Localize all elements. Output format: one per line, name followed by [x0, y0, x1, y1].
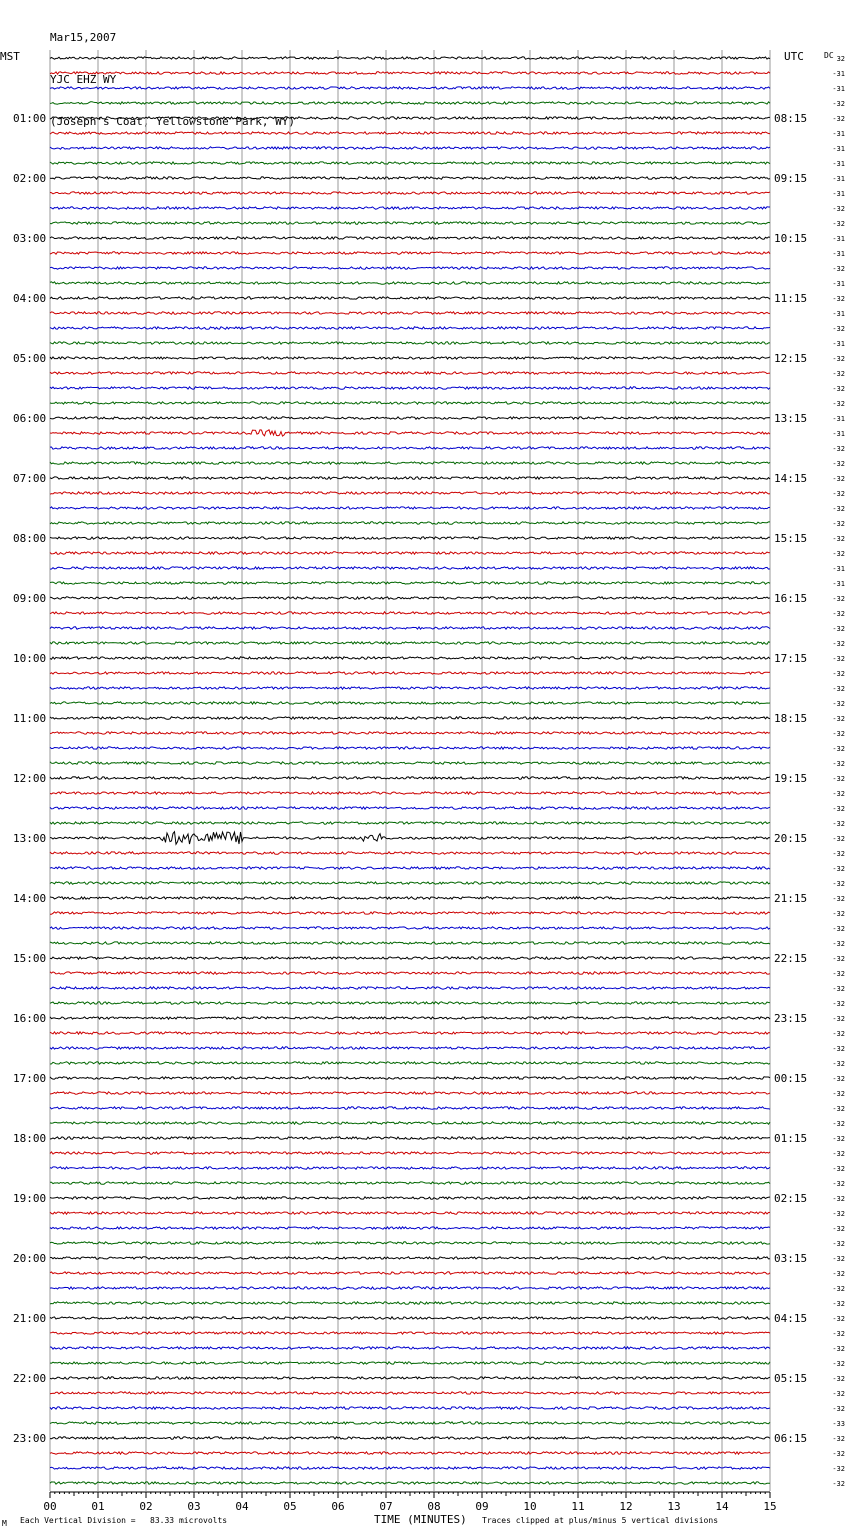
trace-line	[50, 162, 770, 164]
dc-offset-label: -32	[832, 850, 845, 858]
trace-line	[50, 1437, 770, 1439]
dc-offset-label: -32	[832, 1465, 845, 1473]
dc-offset-label: -32	[832, 1120, 845, 1128]
dc-offset-label: -32	[832, 1135, 845, 1143]
mst-hour-label: 15:00	[13, 952, 47, 965]
dc-offset-label: -32	[832, 835, 845, 843]
trace-line	[50, 897, 770, 899]
dc-offset-label: -32	[832, 265, 845, 273]
trace-line	[50, 777, 770, 779]
dc-offset-label: -32	[832, 1300, 845, 1308]
trace-line	[50, 357, 770, 359]
dc-offset-label: -32	[832, 490, 845, 498]
dc-offset-label: -32	[832, 730, 845, 738]
dc-offset-label: -31	[832, 175, 845, 183]
trace-line	[50, 747, 770, 749]
trace-line	[50, 927, 770, 929]
utc-hour-label: 15:15	[774, 532, 808, 545]
dc-offset-label: -32	[832, 670, 845, 678]
trace-line	[50, 327, 770, 329]
header-station: YJC EHZ WY	[50, 73, 117, 86]
utc-hour-label: 09:15	[774, 172, 808, 185]
utc-hour-label: 18:15	[774, 712, 808, 725]
utc-hour-label: 19:15	[774, 772, 808, 785]
trace-line	[50, 492, 770, 494]
dc-offset-label: -32	[832, 460, 845, 468]
dc-offset-label: -32	[832, 100, 845, 108]
mst-hour-label: 09:00	[13, 592, 47, 605]
dc-offset-label: -32	[832, 1000, 845, 1008]
header-date: Mar15,2007	[50, 31, 117, 44]
trace-line	[50, 807, 770, 809]
trace-line	[50, 1077, 770, 1079]
trace-line	[50, 1347, 770, 1349]
dc-offset-label: -32	[832, 940, 845, 948]
trace-line	[50, 822, 770, 824]
trace-line	[50, 237, 770, 239]
trace-line	[50, 177, 770, 179]
x-tick-label: 08	[427, 1500, 441, 1513]
dc-offset-label: -32	[832, 1360, 845, 1368]
dc-offset-label: -31	[832, 130, 845, 138]
mst-hour-label: 02:00	[13, 172, 47, 185]
dc-offset-label: -32	[832, 790, 845, 798]
trace-line	[50, 702, 770, 704]
footer-clip-note: Traces clipped at plus/minus 5 vertical divisions	[482, 1516, 719, 1525]
dc-offset-label: -32	[832, 685, 845, 693]
dc-offset-label: -31	[832, 580, 845, 588]
mst-hour-label: 10:00	[13, 652, 47, 665]
dc-offset-label: -32	[832, 1405, 845, 1413]
trace-line	[50, 1392, 770, 1394]
mst-hour-label: 01:00	[13, 112, 47, 125]
trace-line	[50, 462, 770, 464]
trace-line	[50, 972, 770, 974]
trace-line	[50, 832, 770, 845]
trace-line	[50, 87, 770, 89]
right-timezone-label: UTC	[784, 50, 804, 63]
dc-offset-label: -32	[832, 1375, 845, 1383]
utc-hour-label: 12:15	[774, 352, 808, 365]
x-tick-label: 09	[475, 1500, 489, 1513]
trace-line	[50, 102, 770, 104]
trace-line	[50, 627, 770, 629]
dc-offset-label: -31	[832, 430, 845, 438]
dc-offset-label: -32	[832, 865, 845, 873]
trace-line	[50, 597, 770, 599]
dc-offset-label: -32	[832, 1105, 845, 1113]
dc-offset-label: -31	[832, 235, 845, 243]
dc-offset-label: -32	[832, 760, 845, 768]
trace-line	[50, 372, 770, 374]
dc-offset-label: -32	[832, 625, 845, 633]
trace-line	[50, 312, 770, 314]
trace-line	[50, 882, 770, 884]
dc-offset-label: -32	[832, 1015, 845, 1023]
x-tick-label: 15	[763, 1500, 777, 1513]
utc-hour-label: 23:15	[774, 1012, 808, 1025]
mst-hour-label: 07:00	[13, 472, 47, 485]
trace-group	[50, 57, 770, 1484]
trace-line	[50, 1317, 770, 1319]
mst-hour-label: 11:00	[13, 712, 47, 725]
trace-line	[50, 57, 770, 59]
utc-hour-label: 14:15	[774, 472, 808, 485]
dc-offset-label: -32	[832, 445, 845, 453]
mst-hour-label: 06:00	[13, 412, 47, 425]
trace-line	[50, 1017, 770, 1019]
trace-line	[50, 612, 770, 614]
trace-line	[50, 282, 770, 284]
dc-offset-label: -32	[832, 385, 845, 393]
utc-hour-label: 10:15	[774, 232, 808, 245]
trace-line	[50, 537, 770, 539]
x-tick-label: 11	[571, 1500, 585, 1513]
dc-offset-label: -32	[832, 505, 845, 513]
trace-line	[50, 1332, 770, 1334]
dc-offset-label: -32	[832, 205, 845, 213]
dc-offset-label: -31	[832, 415, 845, 423]
trace-line	[50, 1002, 770, 1004]
utc-hour-label: 02:15	[774, 1192, 808, 1205]
utc-hour-label: 00:15	[774, 1072, 808, 1085]
trace-line	[50, 267, 770, 269]
trace-line	[50, 387, 770, 389]
trace-line	[50, 132, 770, 134]
trace-line	[50, 147, 770, 149]
dc-offset-label: -32	[832, 1435, 845, 1443]
trace-line	[50, 1152, 770, 1154]
dc-offset-label: -32	[832, 805, 845, 813]
utc-hour-label: 11:15	[774, 292, 808, 305]
dc-offset-label: -32	[832, 880, 845, 888]
mst-hour-label: 20:00	[13, 1252, 47, 1265]
dc-offset-label: -32	[832, 925, 845, 933]
trace-line	[50, 792, 770, 794]
x-tick-label: 13	[667, 1500, 681, 1513]
trace-line	[50, 1062, 770, 1064]
x-tick-label: 00	[43, 1500, 57, 1513]
trace-line	[50, 717, 770, 719]
trace-line	[50, 477, 770, 479]
trace-line	[50, 1182, 770, 1184]
dc-offset-label: -32	[832, 1180, 845, 1188]
dc-offset-label: -32	[832, 1195, 845, 1203]
trace-line	[50, 1422, 770, 1424]
mst-hour-label: 03:00	[13, 232, 47, 245]
dc-offset-label: -31	[832, 250, 845, 258]
trace-line	[50, 762, 770, 764]
trace-line	[50, 430, 770, 436]
trace-line	[50, 1407, 770, 1409]
dc-offset-label: -32	[832, 985, 845, 993]
x-tick-label: 14	[715, 1500, 729, 1513]
trace-line	[50, 732, 770, 734]
mst-hour-label: 19:00	[13, 1192, 47, 1205]
dc-offset-label: -32	[832, 955, 845, 963]
mst-hour-label: 23:00	[13, 1432, 47, 1445]
utc-hour-label: 17:15	[774, 652, 808, 665]
trace-line	[50, 447, 770, 449]
mst-hour-label: 08:00	[13, 532, 47, 545]
trace-line	[50, 417, 770, 419]
dc-offset-label: -31	[832, 280, 845, 288]
mst-hour-label: 13:00	[13, 832, 47, 845]
trace-line	[50, 1092, 770, 1094]
dc-offset-label: -32	[832, 1255, 845, 1263]
dc-offset-label: -32	[832, 700, 845, 708]
trace-line	[50, 1197, 770, 1199]
trace-line	[50, 567, 770, 569]
trace-line	[50, 867, 770, 869]
trace-line	[50, 1482, 770, 1484]
dc-offset-label: -31	[832, 190, 845, 198]
trace-line	[50, 987, 770, 989]
trace-line	[50, 1032, 770, 1034]
x-tick-label: 10	[523, 1500, 537, 1513]
trace-line	[50, 117, 770, 119]
trace-line	[50, 552, 770, 554]
dc-offset-label: -32	[832, 1210, 845, 1218]
dc-offset-label: -32	[832, 400, 845, 408]
dc-offset-label: -33	[832, 1420, 845, 1428]
trace-line	[50, 1122, 770, 1124]
trace-line	[50, 852, 770, 854]
trace-line	[50, 957, 770, 959]
dc-offset-label: -32	[832, 910, 845, 918]
dc-offset-label: -32	[832, 1060, 845, 1068]
trace-line	[50, 1452, 770, 1454]
dc-offset-label: -32	[832, 1030, 845, 1038]
trace-line	[50, 1272, 770, 1274]
left-timezone-label: MST	[0, 50, 20, 63]
utc-hour-label: 22:15	[774, 952, 808, 965]
dc-offset-label: -32	[832, 1225, 845, 1233]
x-tick-label: 04	[235, 1500, 249, 1513]
utc-hour-label: 13:15	[774, 412, 808, 425]
trace-line	[50, 1257, 770, 1259]
dc-offset-label: -32	[832, 1480, 845, 1488]
dc-header-label: DC	[824, 51, 834, 60]
dc-offset-label: -32	[832, 1390, 845, 1398]
utc-hour-label: 01:15	[774, 1132, 808, 1145]
dc-offset-label: -32	[832, 295, 845, 303]
x-tick-label: 02	[139, 1500, 153, 1513]
dc-offset-label: -32	[832, 475, 845, 483]
dc-offset-label: -32	[832, 1090, 845, 1098]
trace-line	[50, 207, 770, 209]
dc-offset-label: -32	[832, 550, 845, 558]
header-location: (Joseph's Coat, Yellowstone Park, WY)	[50, 115, 296, 128]
trace-line	[50, 402, 770, 404]
trace-line	[50, 1107, 770, 1109]
trace-line	[50, 1467, 770, 1469]
trace-line	[50, 1227, 770, 1229]
mst-hour-label: 21:00	[13, 1312, 47, 1325]
mst-hour-label: 14:00	[13, 892, 47, 905]
dc-offset-label: -32	[832, 820, 845, 828]
utc-hour-label: 05:15	[774, 1372, 808, 1385]
dc-offset-label: -32	[832, 610, 845, 618]
dc-offset-label: -31	[832, 340, 845, 348]
trace-line	[50, 642, 770, 644]
dc-offset-labels	[832, 55, 845, 1488]
dc-offset-label: -32	[832, 115, 845, 123]
dc-offset-label: -32	[832, 1450, 845, 1458]
dc-offset-label: 32	[836, 55, 845, 63]
dc-offset-label: -32	[832, 325, 845, 333]
utc-hour-label: 21:15	[774, 892, 808, 905]
mst-hour-label: 04:00	[13, 292, 47, 305]
dc-offset-label: -32	[832, 595, 845, 603]
x-tick-label: 12	[619, 1500, 633, 1513]
dc-offset-label: -32	[832, 220, 845, 228]
mst-hour-label: 12:00	[13, 772, 47, 785]
trace-line	[50, 192, 770, 194]
trace-line	[50, 522, 770, 524]
trace-line	[50, 342, 770, 344]
trace-line	[50, 507, 770, 509]
mst-hour-label: 17:00	[13, 1072, 47, 1085]
utc-hour-label: 03:15	[774, 1252, 808, 1265]
plot-grid	[50, 50, 770, 1491]
dc-offset-label: -31	[832, 70, 845, 78]
utc-hour-label: 16:15	[774, 592, 808, 605]
trace-line	[50, 72, 770, 74]
trace-line	[50, 1167, 770, 1169]
dc-offset-label: -32	[832, 1165, 845, 1173]
trace-line	[50, 1287, 770, 1289]
mst-hour-label: 16:00	[13, 1012, 47, 1025]
dc-offset-label: -32	[832, 1345, 845, 1353]
dc-offset-label: -32	[832, 895, 845, 903]
dc-offset-label: -32	[832, 640, 845, 648]
x-axis-title: TIME (MINUTES)	[374, 1513, 467, 1526]
dc-offset-label: -32	[832, 370, 845, 378]
dc-offset-label: -32	[832, 1285, 845, 1293]
dc-offset-label: -32	[832, 1315, 845, 1323]
x-tick-label: 01	[91, 1500, 105, 1513]
utc-hour-label: 06:15	[774, 1432, 808, 1445]
dc-offset-label: -32	[832, 1270, 845, 1278]
trace-line	[50, 657, 770, 659]
x-tick-label: 03	[187, 1500, 201, 1513]
x-tick-label: 05	[283, 1500, 297, 1513]
footer-mark: M	[2, 1519, 7, 1528]
trace-line	[50, 687, 770, 689]
dc-offset-label: -32	[832, 520, 845, 528]
trace-line	[50, 1377, 770, 1379]
utc-hour-label: 04:15	[774, 1312, 808, 1325]
dc-offset-label: -32	[832, 1330, 845, 1338]
x-tick-label: 06	[331, 1500, 345, 1513]
trace-line	[50, 582, 770, 584]
trace-line	[50, 1047, 770, 1049]
trace-line	[50, 1242, 770, 1244]
dc-offset-label: -32	[832, 535, 845, 543]
trace-line	[50, 297, 770, 299]
dc-offset-label: -32	[832, 1240, 845, 1248]
footer-division-note: Each Vertical Division = 83.33 microvolts	[20, 1516, 228, 1525]
trace-line	[50, 672, 770, 674]
dc-offset-label: -32	[832, 715, 845, 723]
dc-offset-label: -32	[832, 775, 845, 783]
dc-offset-label: -32	[832, 355, 845, 363]
dc-offset-label: -32	[832, 1075, 845, 1083]
dc-offset-label: -32	[832, 1150, 845, 1158]
x-axis	[43, 1492, 776, 1513]
trace-line	[50, 1302, 770, 1304]
x-tick-label: 07	[379, 1500, 393, 1513]
dc-offset-label: -32	[832, 1045, 845, 1053]
trace-line	[50, 912, 770, 914]
mst-hour-label: 05:00	[13, 352, 47, 365]
dc-offset-label: -32	[832, 745, 845, 753]
dc-offset-label: -31	[832, 85, 845, 93]
trace-line	[50, 1212, 770, 1214]
dc-offset-label: -32	[832, 655, 845, 663]
utc-hour-label: 08:15	[774, 112, 808, 125]
mst-hour-label: 18:00	[13, 1132, 47, 1145]
trace-line	[50, 252, 770, 254]
dc-offset-label: -32	[832, 970, 845, 978]
trace-line	[50, 1362, 770, 1364]
trace-line	[50, 942, 770, 944]
mst-hour-label: 22:00	[13, 1372, 47, 1385]
trace-line	[50, 222, 770, 224]
utc-hour-label: 20:15	[774, 832, 808, 845]
dc-offset-label: -31	[832, 565, 845, 573]
dc-offset-label: -31	[832, 160, 845, 168]
dc-offset-label: -31	[832, 310, 845, 318]
dc-offset-label: -31	[832, 145, 845, 153]
trace-line	[50, 1137, 770, 1139]
